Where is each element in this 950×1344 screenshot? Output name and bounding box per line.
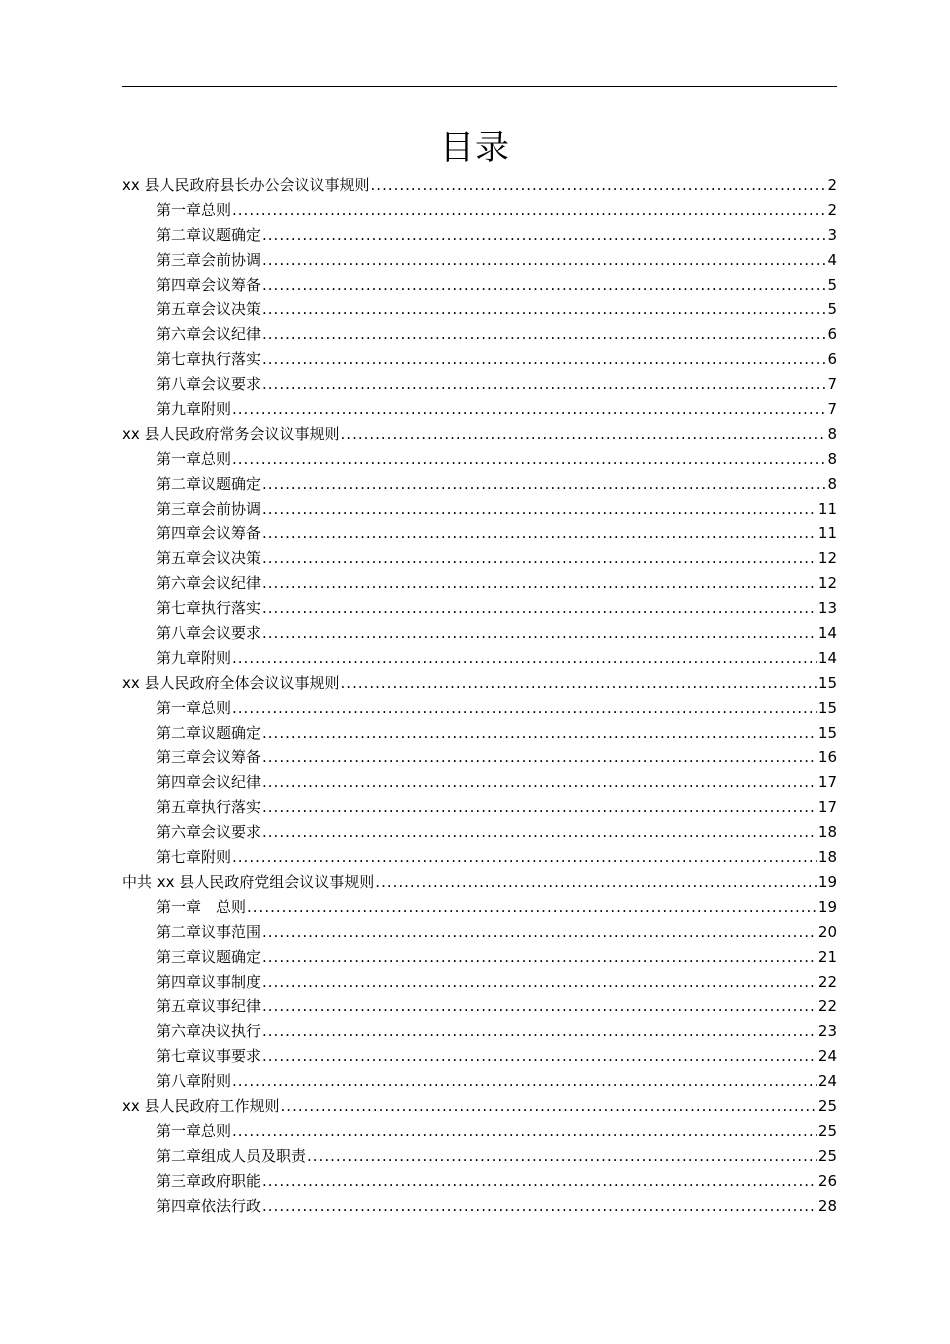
dot-leader: [262, 223, 826, 248]
dot-leader: [232, 696, 817, 721]
toc-entry-chapter[interactable]: [122, 1019, 837, 1044]
toc-entry-section[interactable]: [122, 422, 837, 447]
toc-entry-page-number: 14: [817, 648, 837, 667]
toc-entry-label: 第九章附则: [156, 400, 232, 419]
toc-entry-page-number: 5: [827, 300, 837, 319]
toc-entry-page-number: 6: [827, 325, 837, 344]
dot-leader: [232, 397, 826, 422]
dot-leader: [262, 472, 826, 497]
toc-entry-label: 第二章议题确定: [156, 225, 262, 244]
dot-leader: [232, 845, 817, 870]
toc-entry-label: 中共 xx 县人民政府党组会议议事规则: [122, 872, 375, 891]
dot-leader: [232, 1119, 817, 1144]
toc-entry-page-number: 12: [817, 549, 837, 568]
table-of-contents: [122, 173, 837, 1218]
toc-entry-chapter[interactable]: [122, 1069, 837, 1094]
toc-entry-label: 第六章会议要求: [156, 823, 262, 842]
dot-leader: [262, 1169, 817, 1194]
dot-leader: [232, 447, 826, 472]
dot-leader: [262, 795, 817, 820]
toc-entry-page-number: 25: [817, 1121, 837, 1140]
dot-leader: [262, 1194, 817, 1219]
toc-entry-label: 第九章附则: [156, 648, 232, 667]
dot-leader: [371, 173, 827, 198]
dot-leader: [341, 422, 827, 447]
toc-entry-chapter[interactable]: [122, 198, 837, 223]
toc-entry-page-number: 25: [817, 1146, 837, 1165]
dot-leader: [262, 920, 817, 945]
toc-entry-chapter[interactable]: [122, 372, 837, 397]
toc-entry-chapter[interactable]: [122, 621, 837, 646]
toc-entry-section[interactable]: [122, 870, 837, 895]
toc-entry-chapter[interactable]: [122, 795, 837, 820]
toc-entry-label: 第六章会议纪律: [156, 574, 262, 593]
toc-entry-page-number: 11: [817, 524, 837, 543]
toc-entry-page-number: 24: [817, 1047, 837, 1066]
dot-leader: [262, 347, 826, 372]
toc-entry-chapter[interactable]: [122, 745, 837, 770]
dot-leader: [232, 646, 817, 671]
toc-entry-chapter[interactable]: [122, 447, 837, 472]
toc-entry-page-number: 2: [827, 200, 837, 219]
dot-leader: [262, 497, 817, 522]
toc-entry-page-number: 3: [827, 225, 837, 244]
toc-entry-label: 第三章政府职能: [156, 1171, 262, 1190]
toc-entry-page-number: 14: [817, 624, 837, 643]
dot-leader: [262, 273, 826, 298]
toc-entry-page-number: 20: [817, 922, 837, 941]
toc-entry-chapter[interactable]: [122, 845, 837, 870]
dot-leader: [307, 1144, 817, 1169]
dot-leader: [262, 994, 817, 1019]
toc-entry-label: 第七章执行落实: [156, 599, 262, 618]
toc-entry-page-number: 18: [817, 848, 837, 867]
dot-leader: [232, 198, 826, 223]
toc-entry-label: 第五章会议决策: [156, 300, 262, 319]
toc-entry-chapter[interactable]: [122, 497, 837, 522]
toc-entry-label: 第七章附则: [156, 848, 232, 867]
toc-entry-section[interactable]: [122, 173, 837, 198]
toc-entry-chapter[interactable]: [122, 1194, 837, 1219]
dot-leader: [232, 1069, 817, 1094]
toc-entry-label: 第七章执行落实: [156, 350, 262, 369]
dot-leader: [375, 870, 817, 895]
toc-entry-chapter[interactable]: [122, 721, 837, 746]
toc-entry-chapter[interactable]: [122, 546, 837, 571]
toc-entry-chapter[interactable]: [122, 1169, 837, 1194]
toc-entry-page-number: 19: [817, 897, 837, 916]
toc-entry-page-number: 26: [817, 1171, 837, 1190]
toc-entry-label: xx 县人民政府县长办公会议议事规则: [122, 176, 370, 194]
toc-entry-page-number: 7: [827, 400, 837, 419]
toc-entry-page-number: 15: [817, 723, 837, 742]
toc-entry-label: 第四章议事制度: [156, 972, 262, 991]
dot-leader: [262, 322, 826, 347]
dot-leader: [262, 248, 826, 273]
dot-leader: [247, 895, 817, 920]
toc-entry-label: 第五章议事纪律: [156, 997, 262, 1016]
toc-entry-label: 第八章会议要求: [156, 375, 262, 394]
dot-leader: [262, 521, 817, 546]
toc-entry-label: 第四章会议纪律: [156, 773, 262, 792]
toc-entry-page-number: 15: [817, 698, 837, 717]
dot-leader: [262, 297, 826, 322]
dot-leader: [262, 571, 817, 596]
toc-title: 目录: [440, 128, 510, 168]
toc-entry-label: 第一章总则: [156, 698, 232, 717]
toc-entry-label: 第五章会议决策: [156, 549, 262, 568]
dot-leader: [262, 945, 817, 970]
dot-leader: [262, 820, 817, 845]
toc-entry-label: xx 县人民政府工作规则: [122, 1096, 280, 1115]
dot-leader: [262, 372, 826, 397]
toc-entry-chapter[interactable]: [122, 970, 837, 995]
toc-entry-chapter[interactable]: [122, 820, 837, 845]
toc-entry-label: 第七章议事要求: [156, 1047, 262, 1066]
toc-entry-page-number: 16: [817, 748, 837, 767]
dot-leader: [262, 1044, 817, 1069]
toc-entry-label: 第四章会议筹备: [156, 524, 262, 543]
toc-entry-chapter[interactable]: [122, 920, 837, 945]
toc-entry-chapter[interactable]: [122, 1144, 837, 1169]
toc-entry-page-number: 25: [817, 1096, 837, 1115]
toc-entry-chapter[interactable]: [122, 521, 837, 546]
toc-entry-page-number: 17: [817, 798, 837, 817]
toc-entry-chapter[interactable]: [122, 770, 837, 795]
toc-entry-page-number: 6: [827, 350, 837, 369]
toc-entry-label: 第二章议题确定: [156, 723, 262, 742]
toc-entry-page-number: 2: [827, 176, 837, 194]
toc-entry-chapter[interactable]: [122, 322, 837, 347]
toc-entry-section[interactable]: [122, 671, 837, 696]
toc-entry-page-number: 7: [827, 375, 837, 394]
toc-entry-label: 第三章会前协调: [156, 250, 262, 269]
toc-entry-chapter[interactable]: [122, 646, 837, 671]
dot-leader: [262, 745, 817, 770]
dot-leader: [262, 770, 817, 795]
toc-entry-page-number: 22: [817, 997, 837, 1016]
dot-leader: [262, 1019, 817, 1044]
toc-entry-section[interactable]: [122, 1094, 837, 1119]
toc-entry-chapter[interactable]: [122, 273, 837, 298]
toc-entry-page-number: 4: [827, 250, 837, 269]
toc-entry-page-number: 23: [817, 1022, 837, 1041]
dot-leader: [262, 546, 817, 571]
toc-entry-chapter[interactable]: [122, 347, 837, 372]
toc-entry-page-number: 12: [817, 574, 837, 593]
toc-entry-chapter[interactable]: [122, 472, 837, 497]
toc-entry-page-number: 8: [827, 424, 837, 443]
toc-entry-chapter[interactable]: [122, 571, 837, 596]
toc-entry-label: 第一章总则: [156, 200, 232, 219]
toc-entry-chapter[interactable]: [122, 945, 837, 970]
toc-entry-label: 第一章总则: [156, 449, 232, 468]
toc-entry-chapter[interactable]: [122, 895, 837, 920]
toc-entry-page-number: 15: [817, 673, 837, 692]
toc-entry-label: 第一章 总则: [156, 897, 247, 916]
toc-entry-chapter[interactable]: [122, 1044, 837, 1069]
toc-entry-chapter[interactable]: [122, 397, 837, 422]
toc-entry-page-number: 11: [817, 499, 837, 518]
toc-entry-chapter[interactable]: [122, 223, 837, 248]
toc-entry-page-number: 5: [827, 275, 837, 294]
toc-entry-label: xx 县人民政府全体会议议事规则: [122, 673, 340, 692]
toc-entry-label: 第三章会前协调: [156, 499, 262, 518]
toc-entry-label: 第四章会议筹备: [156, 275, 262, 294]
toc-entry-label: 第二章议事范围: [156, 922, 262, 941]
toc-entry-label: 第四章依法行政: [156, 1196, 262, 1215]
toc-entry-page-number: 28: [817, 1196, 837, 1215]
toc-entry-page-number: 22: [817, 972, 837, 991]
toc-entry-page-number: 13: [817, 599, 837, 618]
toc-entry-label: 第八章附则: [156, 1072, 232, 1091]
dot-leader: [262, 970, 817, 995]
dot-leader: [262, 596, 817, 621]
toc-entry-label: 第八章会议要求: [156, 624, 262, 643]
dot-leader: [262, 621, 817, 646]
toc-entry-label: 第二章议题确定: [156, 474, 262, 493]
toc-entry-page-number: 17: [817, 773, 837, 792]
toc-entry-page-number: 8: [827, 474, 837, 493]
toc-entry-page-number: 18: [817, 823, 837, 842]
dot-leader: [262, 721, 817, 746]
toc-entry-page-number: 19: [817, 872, 837, 891]
toc-entry-label: 第六章决议执行: [156, 1022, 262, 1041]
dot-leader: [281, 1094, 817, 1119]
toc-entry-label: 第二章组成人员及职责: [156, 1146, 307, 1165]
toc-entry-page-number: 8: [827, 449, 837, 468]
toc-entry-chapter[interactable]: [122, 696, 837, 721]
toc-entry-chapter[interactable]: [122, 1119, 837, 1144]
toc-entry-label: xx 县人民政府常务会议议事规则: [122, 424, 340, 443]
toc-entry-chapter[interactable]: [122, 994, 837, 1019]
toc-entry-label: 第一章总则: [156, 1121, 232, 1140]
toc-entry-label: 第六章会议纪律: [156, 325, 262, 344]
dot-leader: [341, 671, 817, 696]
toc-entry-chapter[interactable]: [122, 297, 837, 322]
toc-entry-chapter[interactable]: [122, 596, 837, 621]
toc-entry-label: 第三章议题确定: [156, 947, 262, 966]
toc-entry-label: 第五章执行落实: [156, 798, 262, 817]
header-rule: [122, 86, 837, 87]
toc-entry-page-number: 24: [817, 1072, 837, 1091]
toc-entry-label: 第三章会议筹备: [156, 748, 262, 767]
toc-entry-chapter[interactable]: [122, 248, 837, 273]
toc-entry-page-number: 21: [817, 947, 837, 966]
